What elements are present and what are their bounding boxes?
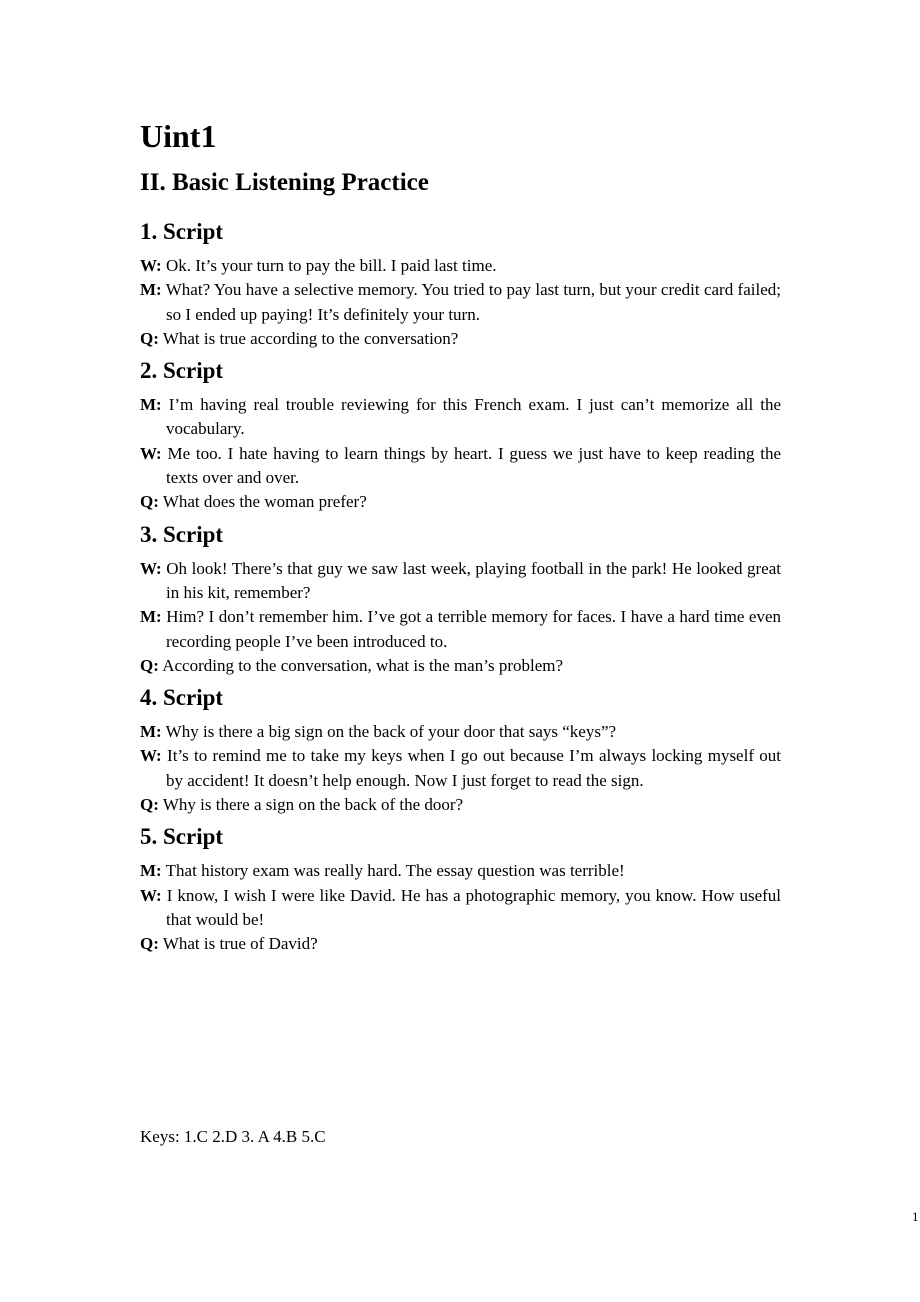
dialogue-text: That history exam was really hard. The essay question was terrible!: [165, 861, 625, 881]
dialogue-line: [140, 720, 781, 744]
dialogue-text: Me too. I hate having to learn things by heart. I guess we just have to keep reading the texts over and over.: [166, 443, 781, 488]
dialogue-line: [140, 393, 781, 442]
speaker-label: Q:: [140, 934, 159, 954]
speaker-label: Q:: [140, 655, 159, 675]
script-section-3: [140, 517, 781, 678]
dialogue-text: Why is there a big sign on the back of your door that says “keys”?: [165, 722, 617, 742]
question-line: [140, 654, 781, 678]
speaker-label: Q:: [140, 492, 159, 512]
page-number: 1: [912, 1209, 919, 1224]
dialogue-text: What? You have a selective memory. You tried to pay last turn, but your credit card failed; so I ended up paying! It’s definitely your turn.: [165, 280, 781, 324]
dialogue-line: [140, 884, 781, 933]
speaker-label: M:: [140, 722, 162, 742]
speaker-label: Q:: [140, 328, 159, 348]
dialogue-text: I’m having real trouble reviewing for this French exam. I just can’t memorize all the vocabulary.: [166, 395, 781, 439]
speaker-label: W:: [140, 885, 162, 905]
script-heading: 4. Script: [140, 685, 224, 711]
question-text: According to the conversation, what is the man’s problem?: [162, 655, 564, 675]
dialogue-line: [140, 557, 781, 606]
speaker-label: W:: [140, 746, 162, 766]
speaker-label: W:: [140, 558, 162, 578]
question-line: [140, 793, 781, 817]
question-text: What does the woman prefer?: [162, 492, 367, 512]
dialogue-line: [140, 859, 781, 883]
script-heading: 5. Script: [140, 824, 224, 850]
script-heading: 2. Script: [140, 358, 224, 384]
script-heading: 3. Script: [140, 521, 224, 547]
speaker-label: M:: [140, 861, 162, 881]
speaker-label: M:: [140, 607, 162, 627]
answer-keys: Keys: 1.C 2.D 3. A 4.B 5.C: [140, 1127, 326, 1146]
script-heading: 1. Script: [140, 219, 224, 244]
dialogue-text: It’s to remind me to take my keys when I go out because I’m always locking myself out by accident! It doesn’t help enough. Now I just forget to read the sign.: [166, 746, 782, 790]
question-line: [140, 932, 781, 956]
speaker-label: M:: [140, 395, 162, 415]
speaker-label: Q:: [140, 795, 159, 815]
dialogue-line: [140, 442, 781, 491]
unit-title: Uint1: [140, 118, 217, 154]
speaker-label: W:: [140, 256, 162, 275]
script-section-4: [140, 680, 781, 817]
dialogue-text: I know, I wish I were like David. He has a photographic memory, you know. How useful that would be!: [166, 885, 782, 929]
script-section-1: [140, 214, 781, 351]
speaker-label: M:: [140, 280, 162, 300]
question-line: [140, 490, 781, 514]
script-section-2: [140, 353, 781, 514]
dialogue-text: Ok. It’s your turn to pay the bill. I paid last time.: [165, 256, 497, 275]
question-text: What is true of David?: [162, 934, 318, 954]
dialogue-text: Oh look! There’s that guy we saw last week, playing football in the park! He looked great in his kit, remember?: [166, 558, 781, 602]
question-line: [140, 327, 781, 351]
dialogue-text: Him? I don’t remember him. I’ve got a terrible memory for faces. I have a hard time even recording people I’ve been introduced to.: [166, 607, 781, 651]
dialogue-line: [140, 278, 781, 327]
question-text: Why is there a sign on the back of the door?: [162, 795, 464, 815]
dialogue-line: [140, 254, 781, 278]
question-text: What is true according to the conversation?: [162, 328, 459, 348]
dialogue-line: [140, 744, 781, 793]
speaker-label: W:: [140, 443, 162, 463]
script-section-5: [140, 819, 781, 956]
scripts-content: [140, 214, 781, 959]
section-subtitle: II. Basic Listening Practice: [140, 169, 429, 196]
dialogue-line: [140, 605, 781, 654]
